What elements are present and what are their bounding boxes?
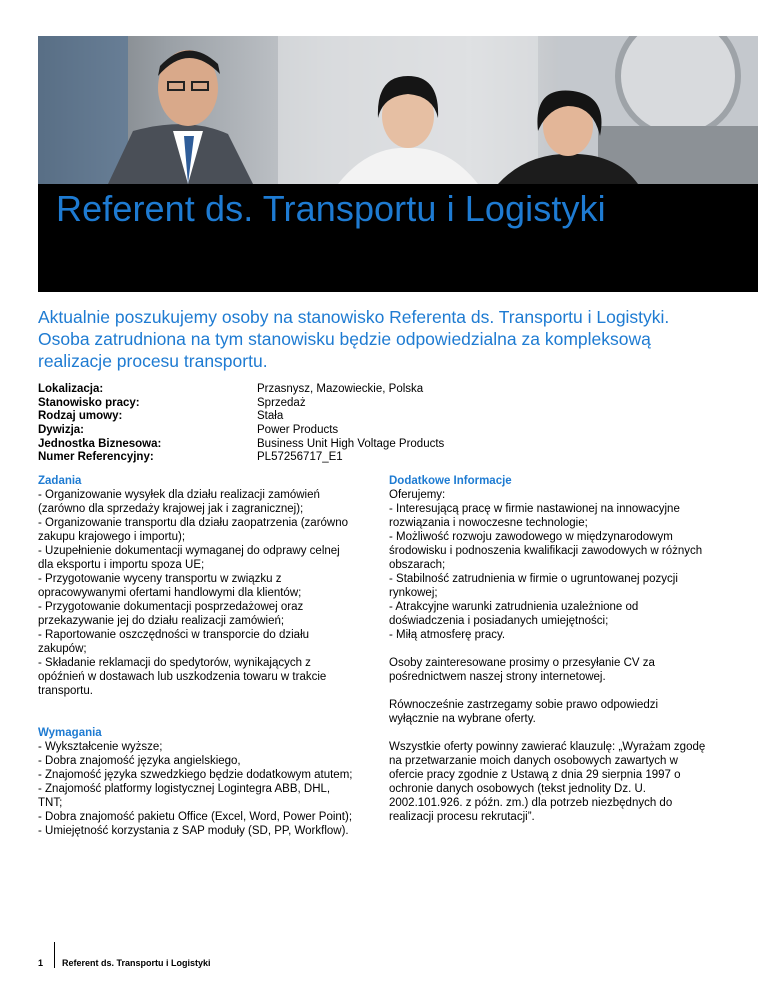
offer-text: Oferujemy: - Interesującą pracę w firmie nastawionej na innowacyjne rozwiązania i nowoczesne technologie; - Możliwość rozwoju zawodowego w międzynarodowym środowisku i podnoszenia kwalifikacji zawodowych w różnych obszarach; - Stabilność zatrudnienia w firmie o ugruntowanej pozycji rynkowej; - Atrakcyjne warunki zatrudnienia uzależnione od doświadczenia i posiadanych umiejętności; - Miłą atmosferę pracy. bbox=[389, 489, 703, 641]
detail-row bbox=[38, 409, 444, 423]
detail-label: Stanowisko pracy: bbox=[38, 396, 140, 409]
additional-heading: Dodatkowe Informacje bbox=[389, 475, 512, 487]
reserve-text: Równocześnie zastrzegamy sobie prawo odpowiedzi wyłącznie na wybrane oferty. bbox=[389, 699, 659, 725]
three-people-office-photo bbox=[38, 36, 758, 184]
detail-value: Business Unit High Voltage Products bbox=[257, 437, 445, 450]
detail-label: Numer Referencyjny: bbox=[38, 451, 154, 464]
footer-divider bbox=[54, 942, 55, 968]
intro-text: Aktualnie poszukujemy osoby na stanowisko Referenta ds. Transportu i Logistyki. Osoba zatrudniona na tym stanowisku będzie odpowiedzialna za kompleksową realizacje procesu transportu. bbox=[38, 307, 670, 371]
job-details bbox=[38, 382, 444, 464]
tasks-text: - Organizowanie wysyłek dla działu realizacji zamówień (zarówno dla sprzedaży krajowej jak i zagranicznej); - Organizowanie transportu dla działu zaopatrzenia (zarówno zakupu krajowego i importu); - Uzupełnienie dokumentacji wymaganej do odprawy celnej dla eksportu i importu spoza UE; - Przygotowanie wyceny transportu w związku z opracowywanymi ofertami handlowymi dla klientów; - Przygotowanie dokumentacji posprzedażowej oraz przekazywanie jej do działu realizacji zamówień; - Raportowanie oszczędności w transporcie do działu zakupów; - Składanie reklamacji do spedytorów, wynikających z opóźnień w dostawach lub uszkodzenia towaru w trakcie transportu. bbox=[38, 489, 349, 697]
detail-value: Stała bbox=[257, 410, 284, 423]
requirements-text: - Wykształcenie wyższe; - Dobra znajomość języka angielskiego, - Znajomość języka szwedzkiego będzie dodatkowym atutem; - Znajomość platformy logistycznej Logintegra ABB, DHL, TNT; - Dobra znajomość pakietu Office (Excel, Word, Power Point); - Umiejętność korzystania z SAP moduły (SD, PP, Workflow). bbox=[38, 741, 353, 837]
page-title: Referent ds. Transportu i Logistyki bbox=[56, 188, 606, 229]
detail-label: Rodzaj umowy: bbox=[38, 410, 123, 423]
detail-row bbox=[38, 396, 444, 410]
right-column bbox=[389, 474, 724, 824]
apply-text: Osoby zainteresowane prosimy o przesyłanie CV za pośrednictwem naszej strony internetowej. bbox=[389, 657, 655, 683]
clause-text: Wszystkie oferty powinny zawierać klauzulę: „Wyrażam zgodę na przetwarzanie moich danych osobowych zawartych w ofercie pracy zgodnie z Ustawą z dnia 29 sierpnia 1997 o ochronie danych osobowych (tekst jednolity Dz. U. 2002.101.926. z późn. zm.) dla potrzeb niezbędnych do realizacji procesu rekrutacji”. bbox=[389, 741, 706, 823]
header-banner bbox=[38, 36, 758, 292]
left-column bbox=[38, 474, 378, 838]
detail-row bbox=[38, 382, 444, 396]
detail-value: Power Products bbox=[257, 424, 339, 437]
tasks-heading: Zadania bbox=[38, 475, 82, 487]
detail-row bbox=[38, 423, 444, 437]
detail-value: Przasnysz, Mazowieckie, Polska bbox=[257, 383, 424, 395]
detail-label: Jednostka Biznesowa: bbox=[38, 437, 162, 450]
requirements-heading: Wymagania bbox=[38, 727, 102, 739]
detail-value: Sprzedaż bbox=[257, 396, 306, 409]
detail-value: PL57256717_E1 bbox=[257, 451, 343, 464]
header-photo bbox=[38, 36, 758, 184]
detail-row bbox=[38, 450, 444, 464]
page-footer bbox=[38, 942, 211, 968]
page-number: 1 bbox=[38, 958, 44, 968]
detail-row bbox=[38, 437, 444, 451]
detail-label: Dywizja: bbox=[38, 424, 85, 437]
detail-label: Lokalizacja: bbox=[38, 383, 104, 395]
footer-title: Referent ds. Transportu i Logistyki bbox=[62, 958, 211, 968]
